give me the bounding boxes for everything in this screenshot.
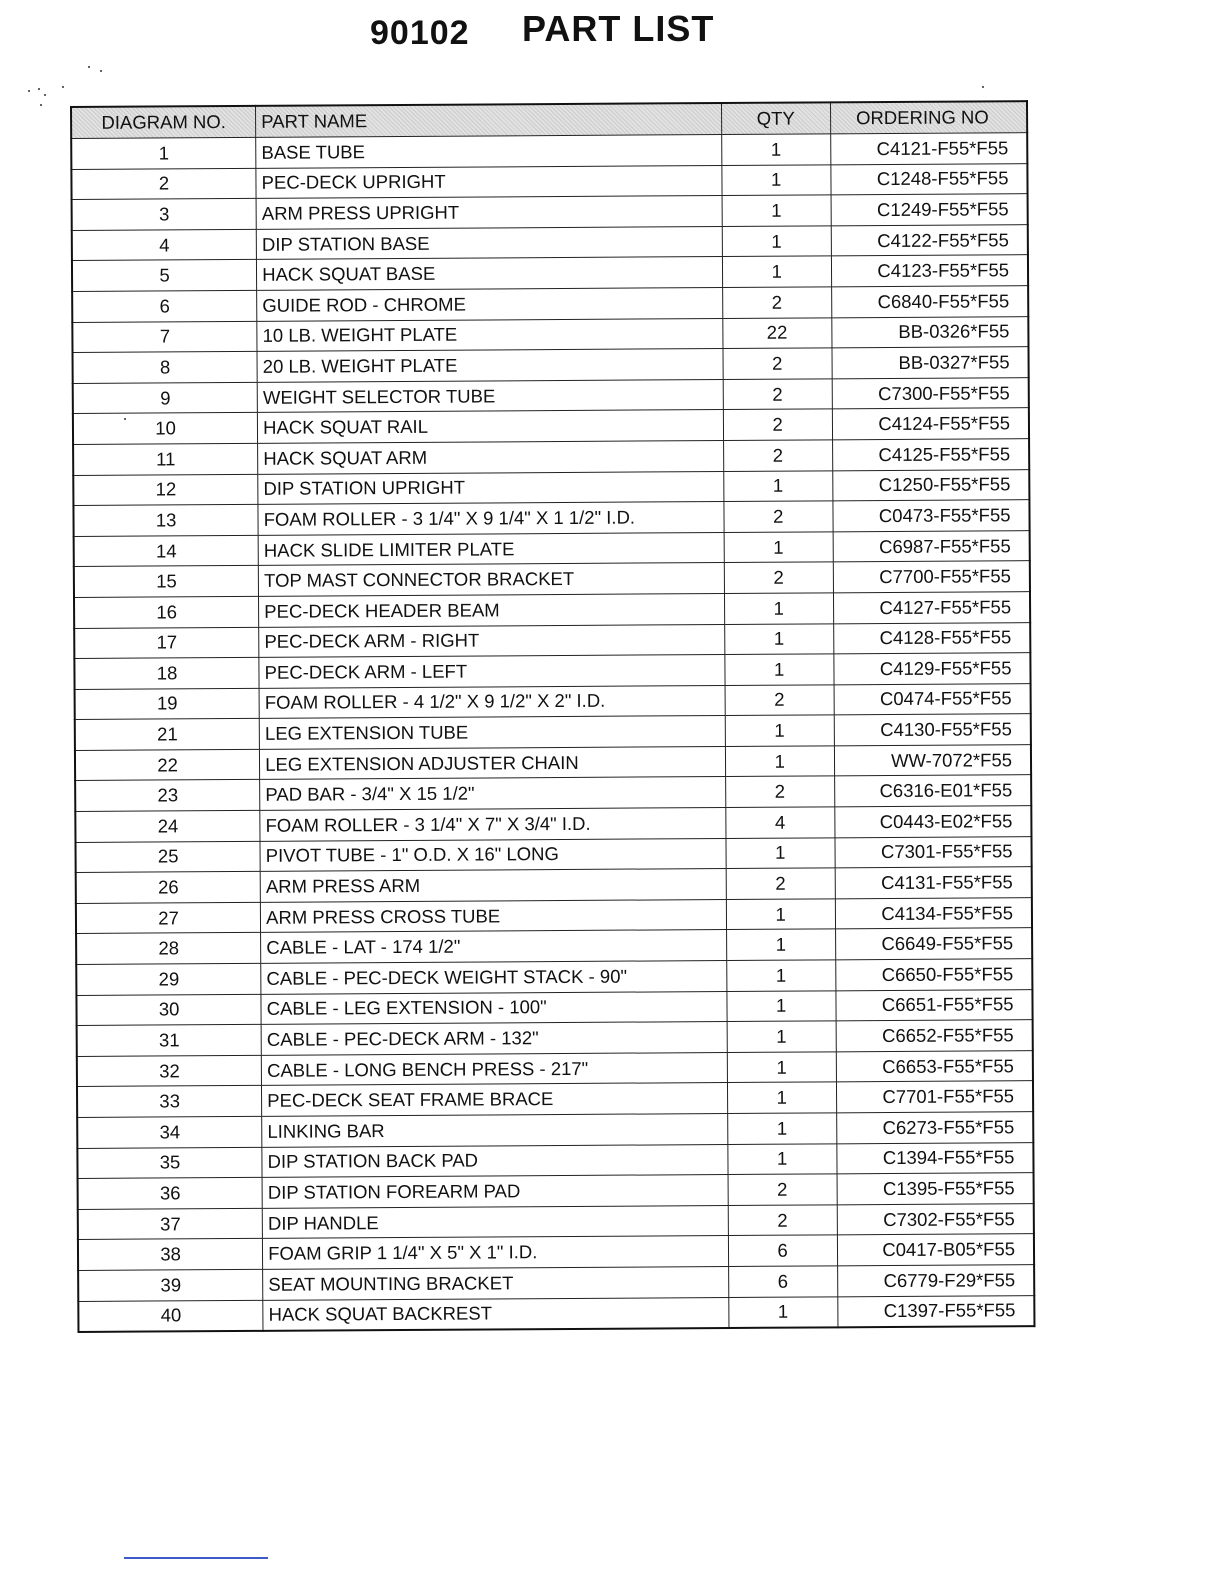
cell-qty: 2 [722,287,831,318]
cell-diagram-no: 31 [77,1025,262,1057]
cell-part-name: CABLE - PEC-DECK ARM - 132" [261,1022,727,1055]
cell-qty: 1 [727,1082,836,1113]
cell-diagram-no: 11 [73,443,258,475]
cell-ordering-no: C1250-F55*F55 [832,469,1029,501]
cell-qty: 2 [728,1174,837,1205]
table-row [78,1295,1034,1332]
cell-diagram-no: 37 [78,1208,263,1240]
cell-part-name: FOAM ROLLER - 4 1/2" X 9 1/2" X 2" I.D. [259,685,725,718]
page-title [370,8,790,52]
cell-qty: 2 [728,1205,837,1236]
cell-part-name: 20 LB. WEIGHT PLATE [257,349,723,382]
scan-speck [62,86,64,88]
cell-diagram-no: 23 [75,780,260,812]
scan-speck [28,90,30,92]
cell-part-name: PEC-DECK ARM - RIGHT [259,624,725,657]
cell-ordering-no: C4129-F55*F55 [834,653,1031,685]
cell-diagram-no: 32 [77,1055,262,1087]
cell-ordering-no: C4121-F55*F55 [830,133,1027,165]
cell-diagram-no: 33 [77,1086,262,1118]
cell-qty: 1 [724,532,833,563]
cell-part-name: SEAT MOUNTING BRACKET [263,1266,729,1299]
cell-part-name: DIP HANDLE [262,1205,728,1238]
col-header-ordering-no: ORDERING NO [830,101,1027,134]
cell-diagram-no: 25 [75,841,260,873]
cell-diagram-no: 16 [74,596,259,628]
cell-ordering-no: C4124-F55*F55 [832,408,1029,440]
cell-part-name: CABLE - LEG EXTENSION - 100" [261,991,727,1024]
cell-qty: 22 [722,317,831,348]
cell-part-name: FOAM GRIP 1 1/4" X 5" X 1" I.D. [263,1236,729,1269]
cell-ordering-no: C6649-F55*F55 [835,928,1032,960]
cell-part-name: LEG EXTENSION TUBE [259,716,725,749]
cell-diagram-no: 35 [77,1147,262,1179]
cell-diagram-no: 14 [74,535,259,567]
cell-diagram-no: 1 [71,137,256,169]
cell-diagram-no: 3 [72,199,257,231]
cell-diagram-no: 13 [73,504,258,536]
cell-ordering-no: C7301-F55*F55 [835,836,1032,868]
cell-ordering-no: C6840-F55*F55 [831,286,1028,318]
cell-ordering-no: C4122-F55*F55 [831,224,1028,256]
cell-ordering-no: C6316-E01*F55 [834,775,1031,807]
cell-part-name: PEC-DECK HEADER BEAM [259,593,725,626]
cell-diagram-no: 17 [74,627,259,659]
cell-part-name: WEIGHT SELECTOR TUBE [257,379,723,412]
cell-qty: 1 [724,593,833,624]
cell-qty: 1 [727,1052,836,1083]
cell-part-name: PEC-DECK SEAT FRAME BRACE [262,1083,728,1116]
cell-part-name: ARM PRESS ARM [260,869,726,902]
cell-part-name: PAD BAR - 3/4" X 15 1/2" [260,777,726,810]
cell-part-name: HACK SQUAT BASE [257,257,723,290]
cell-diagram-no: 24 [75,810,260,842]
scan-speck [100,70,102,72]
cell-part-name: HACK SQUAT ARM [258,440,724,473]
cell-diagram-no: 2 [71,168,256,200]
cell-ordering-no: C4131-F55*F55 [835,867,1032,899]
cell-diagram-no: 22 [75,749,260,781]
parts-table [70,100,1035,1333]
cell-diagram-no: 8 [73,352,258,384]
cell-qty: 2 [726,868,835,899]
cell-diagram-no: 28 [76,933,261,965]
cell-ordering-no: C4128-F55*F55 [833,622,1030,654]
cell-qty: 1 [727,1113,836,1144]
cell-qty: 1 [722,164,831,195]
cell-qty: 6 [728,1266,837,1297]
cell-qty: 1 [728,1296,837,1328]
cell-ordering-no: C6779-F29*F55 [837,1265,1034,1297]
cell-ordering-no: C0443-E02*F55 [834,806,1031,838]
col-header-qty: QTY [721,102,830,134]
cell-qty: 1 [725,715,834,746]
cell-ordering-no: C1394-F55*F55 [837,1142,1034,1174]
cell-qty: 1 [726,837,835,868]
cell-ordering-no: C6651-F55*F55 [836,989,1033,1021]
cell-part-name: PEC-DECK UPRIGHT [256,165,722,198]
cell-part-name: DIP STATION BACK PAD [262,1144,728,1177]
cell-part-name: LEG EXTENSION ADJUSTER CHAIN [260,746,726,779]
cell-diagram-no: 19 [75,688,260,720]
cell-part-name: PEC-DECK ARM - LEFT [259,655,725,688]
cell-part-name: GUIDE ROD - CHROME [257,287,723,320]
cell-diagram-no: 26 [76,872,261,904]
cell-diagram-no: 9 [73,382,258,414]
cell-ordering-no: C7701-F55*F55 [836,1081,1033,1113]
scan-speck [88,66,90,68]
cell-part-name: CABLE - LAT - 174 1/2" [261,930,727,963]
cell-qty: 2 [725,685,834,716]
col-header-diagram-no: DIAGRAM NO. [71,106,256,139]
cell-diagram-no: 10 [73,413,258,445]
cell-ordering-no: C7300-F55*F55 [832,377,1029,409]
cell-ordering-no: C4134-F55*F55 [835,897,1032,929]
cell-part-name: HACK SLIDE LIMITER PLATE [258,532,724,565]
cell-qty: 2 [723,379,832,410]
cell-qty: 1 [725,654,834,685]
cell-part-name: CABLE - LONG BENCH PRESS - 217" [261,1052,727,1085]
cell-ordering-no: C6273-F55*F55 [836,1112,1033,1144]
cell-qty: 2 [724,501,833,532]
cell-part-name: DIP STATION FOREARM PAD [262,1175,728,1208]
cell-qty: 1 [727,990,836,1021]
cell-ordering-no: BB-0327*F55 [832,347,1029,379]
cell-diagram-no: 38 [78,1239,263,1271]
cell-qty: 2 [723,348,832,379]
cell-diagram-no: 21 [75,719,260,751]
cell-qty: 1 [725,746,834,777]
cell-diagram-no: 34 [77,1116,262,1148]
cell-part-name: CABLE - PEC-DECK WEIGHT STACK - 90" [261,961,727,994]
cell-ordering-no: C6653-F55*F55 [836,1050,1033,1082]
scan-speck [38,88,40,90]
cell-part-name: 10 LB. WEIGHT PLATE [257,318,723,351]
cell-diagram-no: 15 [74,566,259,598]
cell-diagram-no: 27 [76,902,261,934]
cell-qty: 4 [725,807,834,838]
cell-qty: 1 [723,470,832,501]
cell-ordering-no: C1249-F55*F55 [831,194,1028,226]
cell-qty: 1 [726,899,835,930]
cell-qty: 1 [722,256,831,287]
cell-ordering-no: C6652-F55*F55 [836,1020,1033,1052]
cell-ordering-no: C7700-F55*F55 [833,561,1030,593]
cell-ordering-no: C4127-F55*F55 [833,592,1030,624]
cell-qty: 1 [722,195,831,226]
cell-diagram-no: 39 [78,1269,263,1301]
cell-qty: 2 [725,776,834,807]
cell-part-name: HACK SQUAT BACKREST [263,1297,729,1331]
scan-artifact-line [124,1557,268,1559]
cell-qty: 1 [722,226,831,257]
col-header-part-name: PART NAME [256,103,722,137]
title-text: PART LIST [522,8,715,49]
table-body [71,133,1034,1332]
cell-diagram-no: 18 [74,657,259,689]
cell-qty: 6 [728,1235,837,1266]
cell-part-name: FOAM ROLLER - 3 1/4" X 7" X 3/4" I.D. [260,808,726,841]
scan-speck [44,94,46,96]
cell-ordering-no: C1395-F55*F55 [837,1173,1034,1205]
cell-qty: 2 [723,409,832,440]
cell-ordering-no: C1248-F55*F55 [831,163,1028,195]
cell-part-name: FOAM ROLLER - 3 1/4" X 9 1/4" X 1 1/2" I.D. [258,502,724,535]
cell-diagram-no: 30 [76,994,261,1026]
cell-qty: 1 [721,134,830,165]
cell-diagram-no: 12 [73,474,258,506]
cell-ordering-no: WW-7072*F55 [834,745,1031,777]
model-number: 90102 [370,14,470,52]
cell-ordering-no: C7302-F55*F55 [837,1203,1034,1235]
cell-ordering-no: C4125-F55*F55 [832,439,1029,471]
cell-diagram-no: 40 [78,1300,263,1332]
cell-diagram-no: 36 [78,1178,263,1210]
cell-ordering-no: C6650-F55*F55 [835,959,1032,991]
cell-ordering-no: C0417-B05*F55 [837,1234,1034,1266]
cell-qty: 2 [723,440,832,471]
cell-qty: 2 [724,562,833,593]
scan-speck [982,86,984,88]
cell-part-name: LINKING BAR [262,1114,728,1147]
cell-diagram-no: 5 [72,260,257,292]
cell-part-name: HACK SQUAT RAIL [258,410,724,443]
cell-part-name: TOP MAST CONNECTOR BRACKET [258,563,724,596]
cell-diagram-no: 7 [72,321,257,353]
cell-qty: 1 [727,1021,836,1052]
cell-qty: 1 [728,1143,837,1174]
cell-qty: 1 [726,929,835,960]
cell-ordering-no: C0474-F55*F55 [834,683,1031,715]
cell-part-name: DIP STATION BASE [256,226,722,259]
cell-ordering-no: BB-0326*F55 [831,316,1028,348]
cell-part-name: ARM PRESS UPRIGHT [256,196,722,229]
cell-diagram-no: 4 [72,229,257,261]
cell-ordering-no: C0473-F55*F55 [833,500,1030,532]
cell-qty: 1 [724,623,833,654]
cell-qty: 1 [726,960,835,991]
cell-diagram-no: 6 [72,290,257,322]
cell-part-name: ARM PRESS CROSS TUBE [261,899,727,932]
cell-part-name: DIP STATION UPRIGHT [258,471,724,504]
cell-ordering-no: C4130-F55*F55 [834,714,1031,746]
cell-ordering-no: C6987-F55*F55 [833,530,1030,562]
cell-ordering-no: C1397-F55*F55 [837,1295,1034,1327]
cell-part-name: BASE TUBE [256,135,722,168]
cell-ordering-no: C4123-F55*F55 [831,255,1028,287]
scan-speck [40,104,42,106]
cell-diagram-no: 29 [76,963,261,995]
cell-part-name: PIVOT TUBE - 1" O.D. X 16" LONG [260,838,726,871]
